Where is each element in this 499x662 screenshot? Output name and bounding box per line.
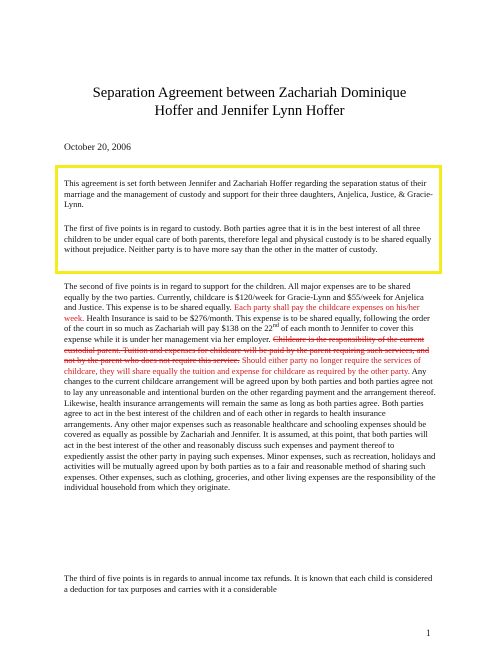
document-title	[40, 84, 459, 120]
paragraph-intro: This agreement is set forth between Jennifer and Zachariah Hoffer regarding the separation status of their marriage and the management of custody and support for their three daughters, Anjelica, Justice, & Gracie-Lynn.	[64, 178, 433, 210]
support-text-2: Health Insurance is said to be $276/month. This expense is to be shared equally, following the order of the court in so much as Zachariah will pay $138 on the 22	[64, 312, 430, 334]
paragraph-tax: The third of five points is in regards to annual income tax refunds. It is known that each child is considered a deduction for tax purposes and carries with it a considerable	[64, 573, 433, 594]
paragraph-support	[64, 281, 436, 493]
support-text-3: of each month to Jennifer to cover this expense while it is under her management via her employer.	[64, 323, 414, 344]
paragraph-custody: The first of five points is in regard to custody. Both parties agree that it is in the best interest of all three children to be under equal care of both parents, therefore legal and physical custody is to be shared equally without prejudice. Neither party is to have more say than the other in the matter of custody.	[64, 223, 432, 255]
support-revision-red-1: Each party shall pay the childcare expenses on his/her week.	[64, 302, 420, 323]
title-line-2: Hoffer and Jennifer Lynn Hoffer	[154, 103, 345, 119]
document-date: October 20, 2006	[64, 142, 131, 153]
support-text-1: The second of five points is in regard to support for the children. All major expenses are to be shared equally by the two parties. Currently, childcare is $120/week for Gracie-Lynn and $55/week for Anjelica and Justice. This expense is to be shared equally.	[64, 281, 424, 313]
support-struck-text: Childcare is the responsibility of the current custodial parent. Tuition and expenses for childcare will be paid by the parent requiring such services, and not by the parent who does not require this service.	[64, 333, 430, 366]
support-revision-red-2: Should either party no longer require the services of childcare, they will share equally the tuition and expense for childcare as required by the other party.	[64, 355, 421, 376]
title-line-1: Separation Agreement between Zachariah Dominique	[92, 85, 407, 101]
ordinal-suffix: nd	[272, 323, 279, 330]
page-number: 1	[426, 628, 431, 638]
support-text-4: Any changes to the current childcare arrangement will be agreed upon by both parties and both parties agree not to lay any unreasonable and intentional burden on the other regarding payment and the arrangement thereof. Likewise, health insurance arrangements will remain the same as long as both parties agree. Both parties agree to act in the best interest of the children and of each other in regards to health insurance arrangements. Any other major expenses such as reasonable healthcare and schooling expenses should be covered as equally as possible by Zachariah and Jennifer. It is assumed, at this point, that both parties will act in the best interest of the other and reasonably discuss such expenses and payment thereof to expediently assist the other party in paying such expenses. Minor expenses, such as recreation, holidays and activities will be mutually agreed upon by both parties as to a fair and reasonable method of sharing such expenses. Other expenses, such as clothing, groceries, and other living expenses are the responsibility of the individual household from which they originate.	[64, 365, 436, 493]
